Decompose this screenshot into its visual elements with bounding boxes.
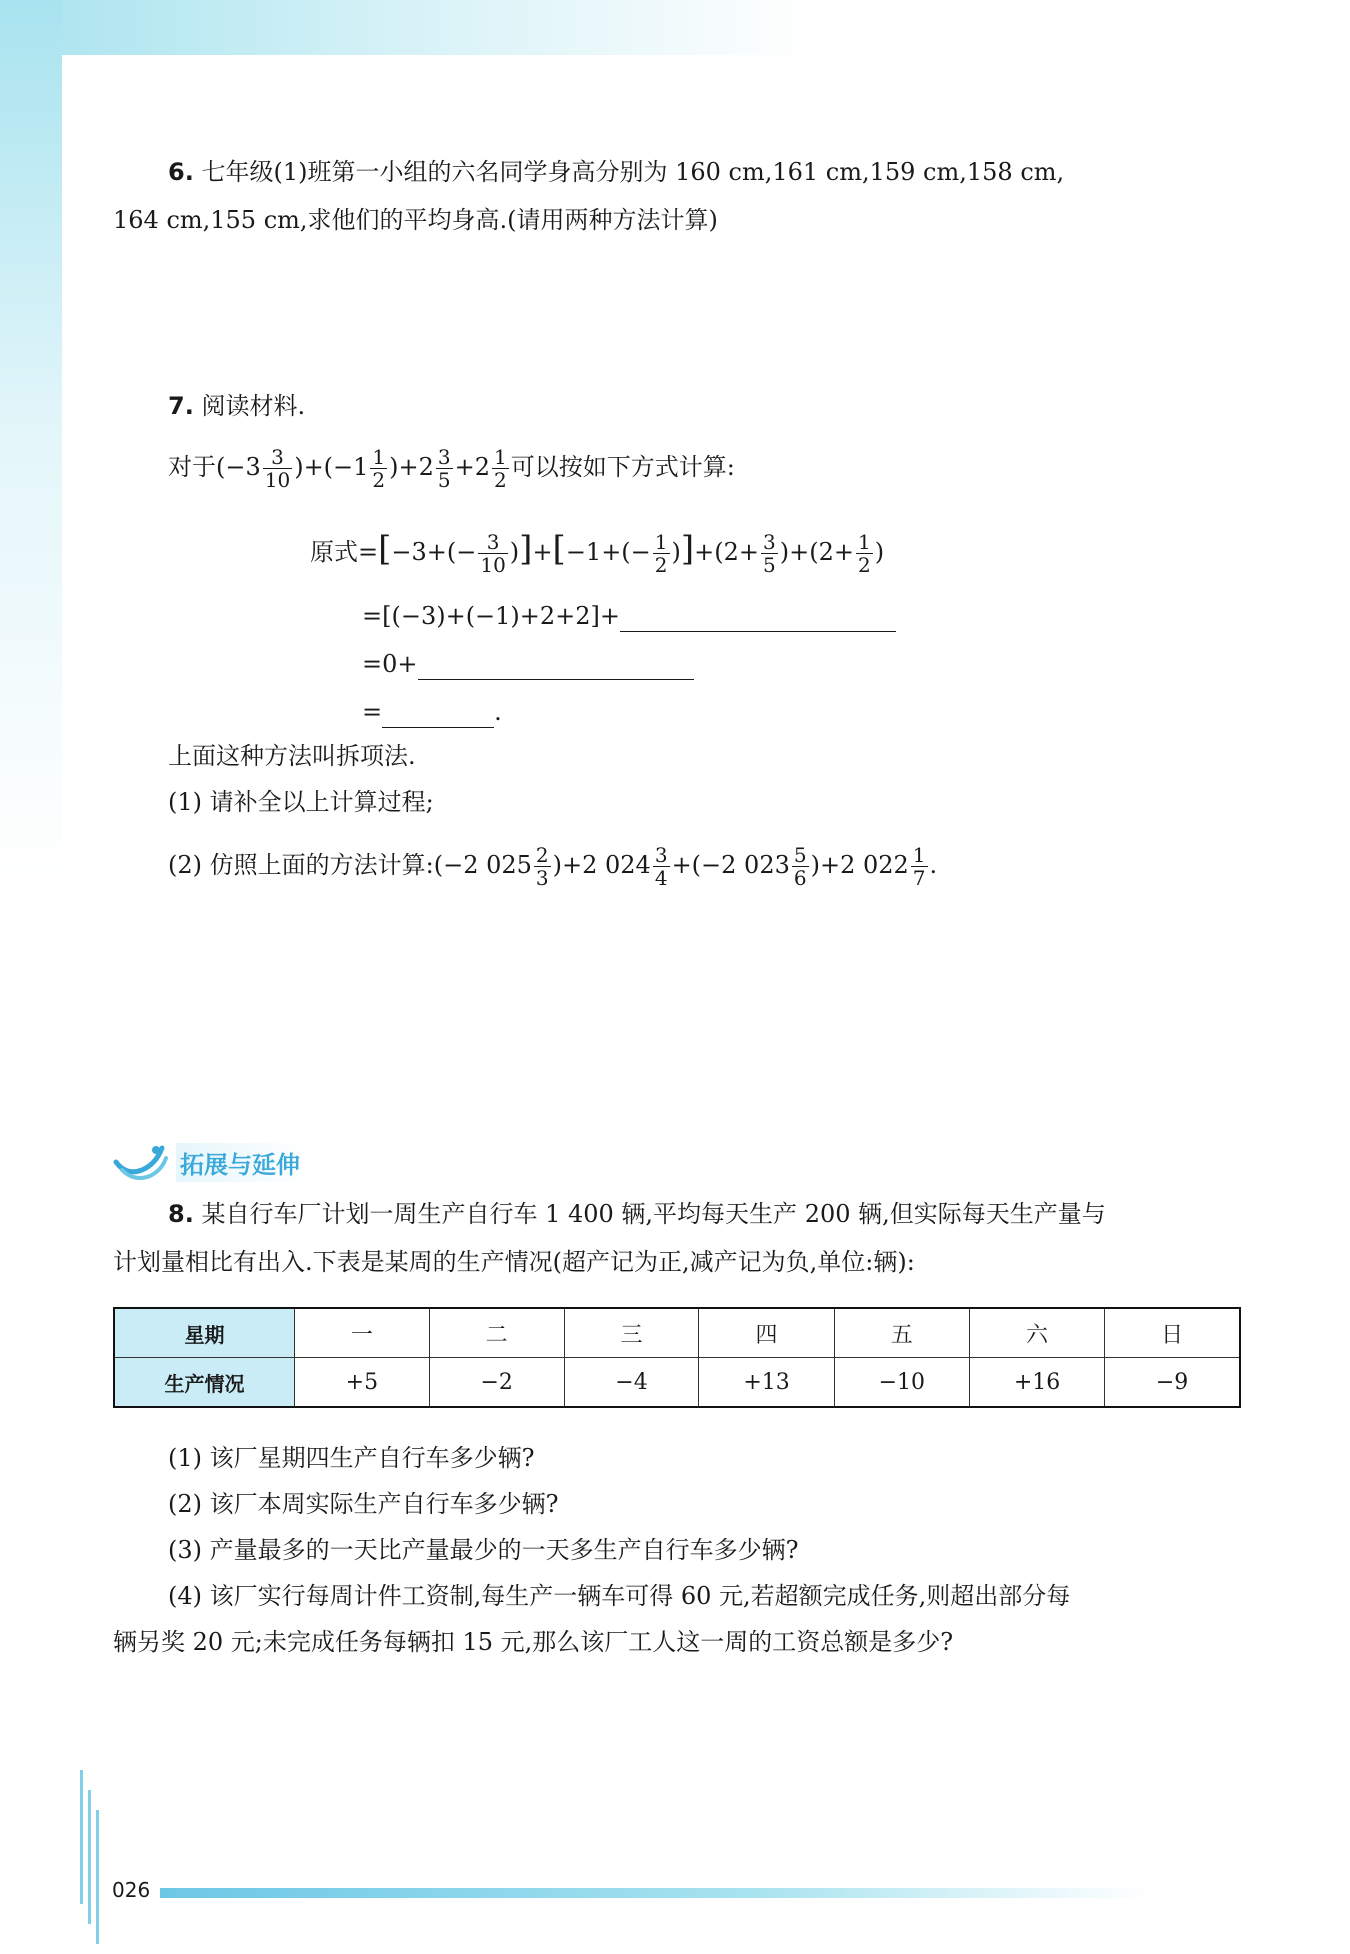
table-cell: 五 — [834, 1308, 969, 1358]
q8-line2: 计划量相比有出入.下表是某周的生产情况(超产记为正,减产记为负,单位:辆): — [113, 1248, 915, 1276]
q7-method: 上面这种方法叫拆项法. — [168, 742, 416, 770]
q7-number: 7. — [168, 392, 194, 420]
period: . — [494, 698, 502, 726]
table-cell: 六 — [969, 1308, 1104, 1358]
fraction: $\frac{3}{4}$ — [654, 843, 668, 890]
q7-sub1: (1) 请补全以上计算过程; — [168, 788, 434, 816]
q8-number: 8. — [168, 1200, 194, 1228]
q8-line1 — [168, 1198, 1106, 1230]
period: . — [929, 851, 938, 879]
table-cell: 日 — [1105, 1308, 1240, 1358]
footer-bar — [88, 1790, 91, 1924]
q7-title-line — [168, 390, 305, 422]
table-row — [114, 1358, 1240, 1408]
fraction: $\frac{1}{2}$ — [857, 530, 871, 577]
q6-text-1: 七年级(1)班第一小组的六名同学身高分别为 160 cm,161 cm,159 cm,158 cm, — [201, 158, 1065, 186]
fraction: $\frac{1}{2}$ — [494, 445, 507, 492]
q7-step4 — [362, 696, 502, 728]
footer-bar — [80, 1770, 83, 1904]
q8-text-1: 某自行车厂计划一周生产自行车 1 400 辆,平均每天生产 200 辆,但实际每天生产量与 — [201, 1200, 1106, 1228]
q7-sub2: (2) 仿照上面的方法计算:(−2 025 $\frac{2}{3}$ )+2 024 $\frac{3}{4}$ +(−2 023 $\frac{5}{6}$ )+2 022 $\frac{1}{7}$ . — [168, 843, 938, 890]
answer-blank[interactable] — [382, 703, 494, 728]
q8-sub2: (2) 该厂本周实际生产自行车多少辆? — [168, 1490, 559, 1518]
q7-sub2-prefix: (2) 仿照上面的方法计算: — [168, 851, 434, 879]
table-cell: −4 — [564, 1358, 699, 1408]
table-header-cell: 星期 — [114, 1308, 294, 1358]
footer-bar — [96, 1810, 99, 1944]
q7-step4-text: = — [362, 698, 383, 726]
table-cell: −10 — [834, 1358, 969, 1408]
table-cell: 二 — [429, 1308, 564, 1358]
q7-intro: 对于(−3 $\frac{3}{10}$ )+(−1 $\frac{1}{2}$ )+2 $\frac{3}{5}$ +2 $\frac{1}{2}$ 可以按如下方式计算: — [168, 445, 735, 492]
fraction: $\frac{3}{10}$ — [480, 530, 506, 577]
q6-number: 6. — [168, 158, 194, 186]
table-cell: −2 — [429, 1358, 564, 1408]
answer-blank[interactable] — [418, 655, 694, 680]
q6-line1 — [168, 156, 1064, 188]
table-row — [114, 1308, 1240, 1358]
production-table — [113, 1307, 1241, 1408]
table-cell: +5 — [294, 1358, 429, 1408]
fraction: $\frac{1}{7}$ — [912, 843, 926, 890]
q7-intro-suffix: 可以按如下方式计算: — [510, 453, 735, 481]
fraction: $\frac{3}{10}$ — [264, 445, 291, 492]
table-cell: 三 — [564, 1308, 699, 1358]
fraction: $\frac{3}{5}$ — [437, 445, 451, 492]
q7-original-expression: 原式=[−3+(− $\frac{3}{10}$ )]+[−1+(− $\frac{1}{2}$ )]+(2+ $\frac{3}{5}$ )+(2+ $\frac{1}{2}$ ) — [310, 529, 885, 577]
table-cell: +13 — [699, 1358, 834, 1408]
q7-step3-text: =0+ — [362, 650, 418, 678]
q8-sub4-line1: (4) 该厂实行每周计件工资制,每生产一辆车可得 60 元,若超额完成任务,则超出部分每 — [168, 1582, 1071, 1610]
fraction: $\frac{1}{2}$ — [654, 530, 668, 577]
q7-step3 — [362, 648, 694, 680]
table-cell: −9 — [1105, 1358, 1240, 1408]
q6-line2: 164 cm,155 cm,求他们的平均身高.(请用两种方法计算) — [113, 206, 718, 234]
q7-original-label: 原式= — [310, 538, 379, 566]
footer-line — [160, 1888, 1150, 1898]
wave-icon — [112, 1140, 170, 1184]
answer-blank[interactable] — [620, 607, 896, 632]
fraction: $\frac{2}{3}$ — [535, 843, 549, 890]
q7-step2 — [362, 600, 896, 632]
q8-sub4-line2: 辆另奖 20 元;未完成任务每辆扣 15 元,那么该厂工人这一周的工资总额是多少? — [113, 1628, 954, 1656]
fraction: $\frac{5}{6}$ — [793, 843, 807, 890]
table-cell: 四 — [699, 1308, 834, 1358]
q7-intro-prefix: 对于 — [168, 453, 216, 481]
table-header-cell: 生产情况 — [114, 1358, 294, 1408]
table-cell: +16 — [969, 1358, 1104, 1408]
fraction: $\frac{1}{2}$ — [372, 445, 386, 492]
q8-sub1: (1) 该厂星期四生产自行车多少辆? — [168, 1444, 535, 1472]
q7-step2-text: =[(−3)+(−1)+2+2]+ — [362, 602, 621, 630]
section-banner — [112, 1140, 310, 1184]
q8-sub3: (3) 产量最多的一天比产量最少的一天多生产自行车多少辆? — [168, 1536, 799, 1564]
fraction: $\frac{3}{5}$ — [763, 530, 776, 577]
table-cell: 一 — [294, 1308, 429, 1358]
page-number: 026 — [112, 1878, 151, 1902]
section-title: 拓展与延伸 — [176, 1143, 310, 1182]
q7-title: 阅读材料. — [201, 392, 306, 420]
